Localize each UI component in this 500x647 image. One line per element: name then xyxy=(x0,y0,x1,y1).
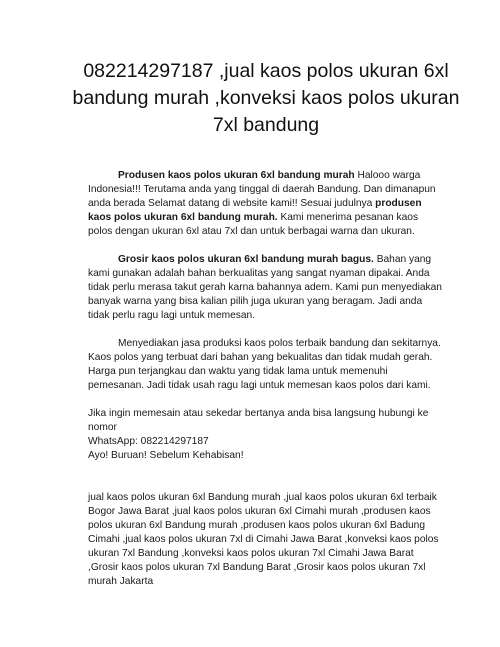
contact-block xyxy=(88,407,444,463)
whatsapp-number: WhatsApp: 082214297187 xyxy=(88,436,209,447)
call-to-action: Ayo! Buruan! Sebelum Kehabisan! xyxy=(88,450,244,461)
bold-phrase: Produsen kaos polos ukuran 6xl bandung murah xyxy=(118,170,355,181)
bold-phrase: Grosir kaos polos ukuran 6xl bandung murah bagus. xyxy=(118,254,374,265)
keyword-tags: jual kaos polos ukuran 6xl Bandung murah ,jual kaos polos ukuran 6xl terbaik Bogor Jawa Barat ,jual kaos polos ukuran 6xl Cimahi murah ,produsen kaos polos ukuran 6xl Bandung murah ,produsen kaos polos ukuran 6xl Badung Cimahi ,jual kaos polos ukuran 7xl di Cimahi Jawa Barat ,konveksi kaos polos ukuran 7xl Bandung ,konveksi kaos polos ukuran 7xl Cimahi Jawa Barat ,Grosir kaos polos ukuran 7xl Bandung Barat ,Grosir kaos polos ukuran 7xl murah Jakarta xyxy=(88,492,439,587)
paragraph-produsen xyxy=(88,169,444,239)
body-text: Bahan yang kami gunakan adalah bahan berkualitas yang sangat nyaman dipakai. Anda tidak perlu merasa takut gerah karna bahannya adem. Kami pun menyediakan banyak warna yang bisa kalian pilih juga ukuran yang beragam. Jadi anda tidak perlu ragu lagi untuk memesan. xyxy=(88,254,442,321)
page-title: 082214297187 ,jual kaos polos ukuran 6xl bandung murah ,konveksi kaos polos ukuran 7xl bandung xyxy=(72,60,460,136)
body-text: Halooo warga Indonesia!!! Terutama anda yang tinggal di daerah Bandung. Dan dimanapun anda berada Selamat datang di website kami!! Sesuai judulnya xyxy=(88,170,436,209)
bold-phrase: produsen kaos polos ukuran 6xl bandung murah. xyxy=(88,198,422,223)
body-text: Kami menerima pesanan kaos polos dengan ukuran 6xl atau 7xl dan untuk berbagai warna dan ukuran. xyxy=(88,212,419,237)
contact-line: Jika ingin memesain atau sekedar bertanya anda bisa langsung hubungi ke nomor xyxy=(88,408,429,433)
paragraph-jasa-produksi: Menyediakan jasa produksi kaos polos terbaik bandung dan sekitarnya. Kaos polos yang terbuat dari bahan yang bekualitas dan tidak mudah gerah. Harga pun terjangkau dan waktu yang tidak lama untuk memenuhi pemesanan. Jadi tidak usah ragu lagi untuk memesan kaos polos dari kami. xyxy=(88,338,441,391)
paragraph-grosir xyxy=(88,253,444,323)
